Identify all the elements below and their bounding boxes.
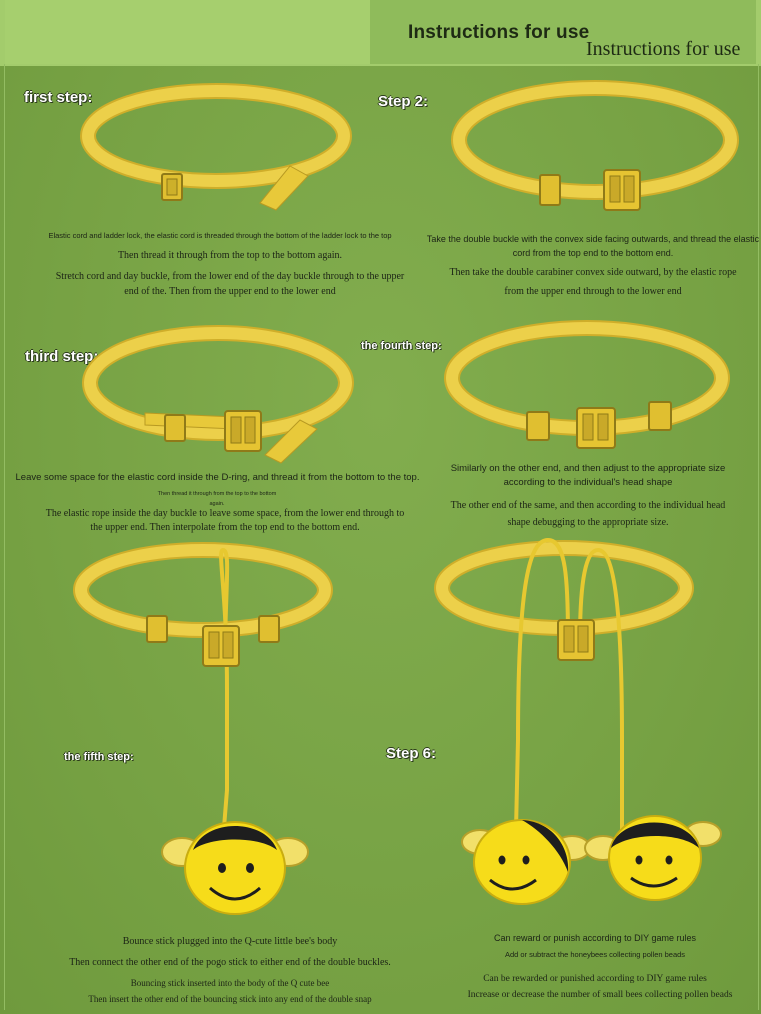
page-title: Instructions for use (408, 22, 590, 43)
step-6-text-1: Can reward or punish according to DIY game rules (494, 933, 696, 943)
step-2-text-1: Take the double buckle with the convex side facing outwards, and thread the elastic cord from the top end to the bottom end. (426, 234, 760, 258)
step-3-text-1: Leave some space for the elastic cord inside the D-ring, and thread it from the bottom to the top. (15, 472, 420, 483)
step-2-text-2: Then take the double carabiner convex side outward, by the elastic rope from the upper end through to the lower end (449, 267, 737, 297)
step-1-text-2: Then thread it through from the top to the bottom again. (117, 250, 343, 261)
step-3-text-2: Then thread it through from the top to the bottom again. (157, 491, 277, 508)
step-6-text-4: Increase or decrease the number of small bees collecting pollen beads (467, 990, 733, 1000)
bee-icon (160, 810, 310, 920)
headband-strap-icon (80, 78, 360, 218)
step-6-text-3: Can be rewarded or punished according to DIY game rules (483, 974, 707, 984)
step-5-text-3: Bouncing stick inserted into the body of the Q cute bee (130, 978, 330, 988)
step-5-text-1: Bounce stick plugged into the Q-cute little bee's body (122, 936, 338, 947)
step-6-label: Step 6: (386, 745, 437, 762)
step-5-label: the fifth step: (64, 751, 134, 763)
page-title-serif: Instructions for use (586, 38, 741, 60)
step-3-label: third step: (25, 348, 99, 365)
header-band-left (5, 0, 370, 64)
step-4-text-2: The other end of the same, and then according to the individual head shape debugging to the appropriate size. (450, 500, 726, 528)
bee-icon (585, 808, 725, 908)
step-3-text-3: The elastic rope inside the day buckle to leave some space, from the lower end through to the upper end. Then interpolate from the top end to the bottom end. (45, 508, 405, 533)
step-2-label: Step 2: (378, 93, 429, 110)
step-5-text-2: Then connect the other end of the pogo stick to either end of the double buckles. (69, 957, 391, 968)
step-6-text-2: Add or subtract the honeybees collecting pollen beads (504, 950, 686, 959)
step-4-text-1: Similarly on the other end, and then adjust to the appropriate size according to the individual's head shape (450, 463, 726, 489)
step-5-text-4: Then insert the other end of the bouncing stick into any end of the double snap (88, 994, 372, 1004)
headband-strap-icon (438, 540, 698, 840)
headband-strap-icon (445, 320, 735, 460)
bee-icon (460, 810, 590, 910)
step-4-label: the fourth step: (361, 340, 442, 352)
headband-strap-icon (452, 78, 752, 228)
step-1-label: first step: (24, 89, 93, 106)
headband-strap-icon (85, 325, 365, 465)
step-1-text-1: Elastic cord and ladder lock, the elastic cord is threaded through the bottom of the ladder lock to the top (48, 231, 392, 240)
step-1-text-3: Stretch cord and day buckle, from the lower end of the day buckle through to the upper end of the. Then from the upper end to the lower end (55, 271, 405, 297)
